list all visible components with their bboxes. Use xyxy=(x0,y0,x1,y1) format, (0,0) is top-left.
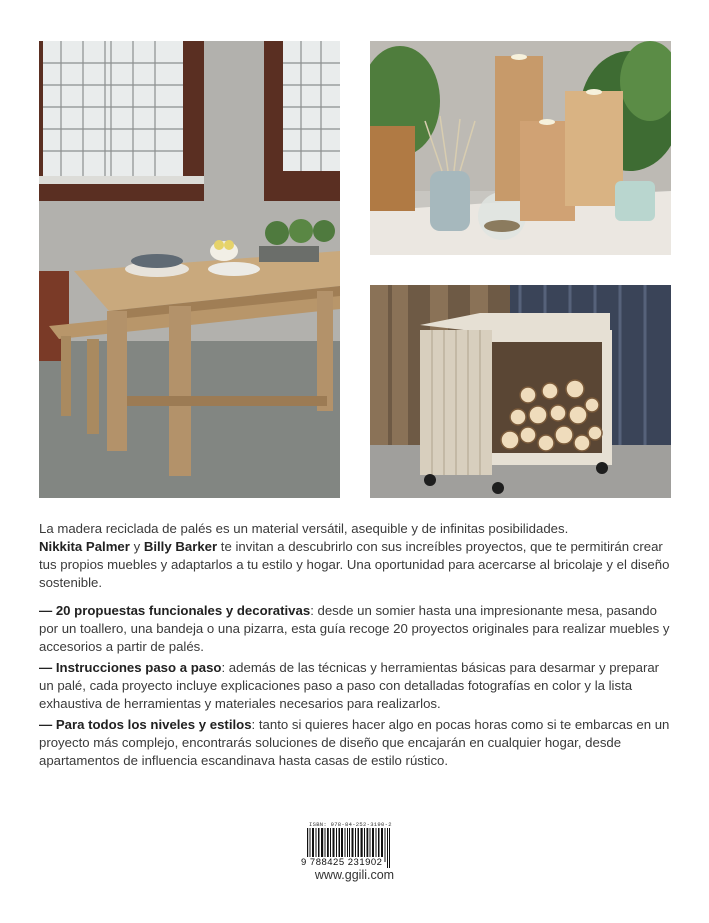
intro-text-2: te invitan a descubrirlo con sus increíbles proyectos, que te permitirán crear tus propios muebles y adaptarlos a tu estilo y hogar. Una oportunidad para acercarse al bricolaje y el diseño sostenible. xyxy=(39,539,670,590)
feature-title: — Instrucciones paso a paso xyxy=(39,660,222,675)
feature-bullet xyxy=(39,602,671,656)
feature-bullet xyxy=(39,716,671,770)
feature-bullet xyxy=(39,659,671,713)
isbn-label: ISBN: 978-84-252-3190-2 xyxy=(309,821,392,828)
author-billy-barker: Billy Barker xyxy=(143,539,218,554)
publisher-website[interactable]: www.ggili.com xyxy=(314,868,395,882)
photo-candle-holders xyxy=(370,41,671,255)
barcode-digits: 9 788425 231902 xyxy=(301,857,383,868)
feature-title: — 20 propuestas funcionales y decorativas xyxy=(39,603,311,618)
feature-text: : desde un somier hasta una impresionante mesa, pasando por un toallero, una bandeja o una pizarra, esta guía recoge 20 proyectos originales para realizar muebles y accesorios a partir de palés. xyxy=(39,603,670,654)
feature-title: — Para todos los niveles y estilos xyxy=(39,717,252,732)
photo-pallet-table xyxy=(39,41,340,498)
feature-text: : además de las técnicas y herramientas básicas para desarmar y preparar un palé, cada proyecto incluye explicaciones paso a paso con detalladas fotografías en color y la lista exhaustiva de herramientas y materiales necesarios para realizarlos. xyxy=(39,660,660,711)
feature-text: : tanto si quieres hacer algo en pocas horas como si te embarcas en un proyecto más complejo, encontrarás soluciones de diseño que encajarán en cualquier hogar, desde apartamentos de influencia escandinava hasta casas de estilo rústico. xyxy=(39,717,670,768)
photo-log-crate xyxy=(370,285,671,498)
author-nikkita-palmer: Nikkita Palmer xyxy=(39,539,130,554)
intro-paragraph xyxy=(39,520,671,592)
intro-connector: y xyxy=(129,539,144,554)
intro-text-1: La madera reciclada de palés es un material versátil, asequible y de infinitas posibilidades. xyxy=(39,521,569,536)
